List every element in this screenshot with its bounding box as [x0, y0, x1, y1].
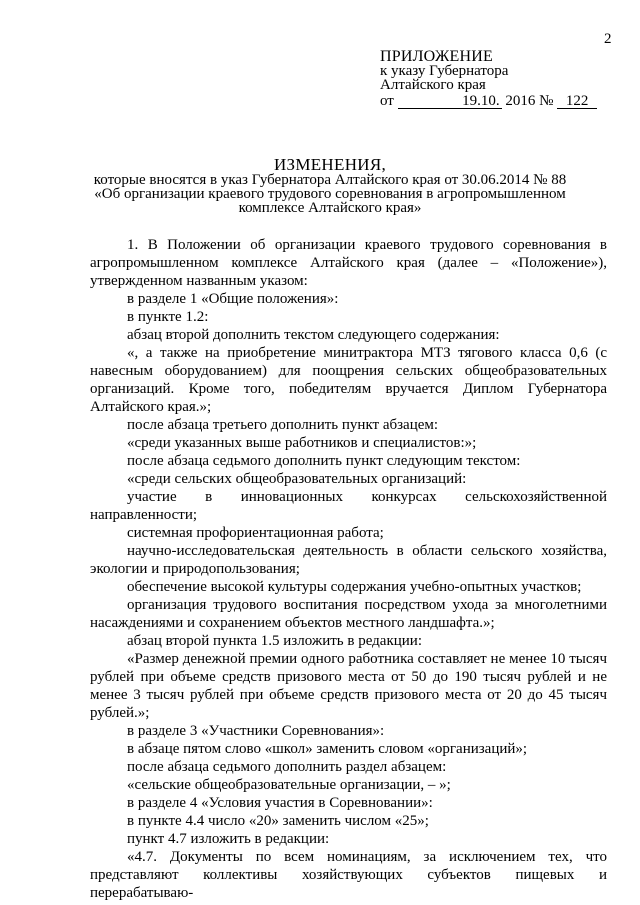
- approval-line-decree: к указу Губернатора: [380, 63, 509, 79]
- approval-stamp: [380, 50, 620, 109]
- heading-line: которые вносятся в указ Губернатора Алтайского края от 30.06.2014 № 88: [93, 172, 567, 188]
- paragraph: в разделе 3 «Участники Соревнования»:: [127, 723, 385, 739]
- heading-line: комплексе Алтайского края»: [238, 200, 422, 216]
- paragraph: в разделе 1 «Общие положения»:: [127, 291, 339, 307]
- approval-date: 19.10.: [398, 95, 502, 109]
- document-body: [90, 236, 607, 902]
- paragraph: научно-исследовательская деятельность в области сельского хозяйства, экологии и природопользования;: [90, 543, 607, 577]
- paragraph: после абзаца седьмого дополнить пункт следующим текстом:: [127, 453, 521, 469]
- document-heading: [80, 155, 580, 216]
- paragraph: организация трудового воспитания посредством ухода за многолетними насаждениями и сохранением объектов местного ландшафта.»;: [90, 597, 607, 631]
- paragraph: в разделе 4 «Условия участия в Соревновании»:: [127, 795, 433, 811]
- approval-title: ПРИЛОЖЕНИЕ: [380, 48, 494, 65]
- paragraph: обеспечение высокой культуры содержания учебно-опытных участков;: [127, 579, 582, 595]
- from-label: от: [380, 93, 394, 109]
- paragraph: пункт 4.7 изложить в редакции:: [127, 831, 330, 847]
- paragraph: «4.7. Документы по всем номинациям, за исключением тех, что представляют коллективы хозяйствующих субъектов пищевых и перерабатываю-: [90, 849, 607, 901]
- paragraph: в абзаце пятом слово «школ» заменить словом «организаций»;: [127, 741, 528, 757]
- paragraph: «, а также на приобретение минитрактора МТЗ тягового класса 0,6 (с навесным оборудованием) для поощрения сельских общеобразовательных организаций. Кроме того, победителям вручается Диплом Губернатора Алтайского края.»;: [90, 345, 607, 415]
- heading-title: ИЗМЕНЕНИЯ,: [273, 155, 387, 174]
- paragraph: после абзаца третьего дополнить пункт абзацем:: [127, 417, 439, 433]
- paragraph: «Размер денежной премии одного работника составляет не менее 10 тысяч рублей при объеме средств призового места от 50 до 190 тысяч рублей и не менее 3 тысяч рублей при объеме средств призового места от 20 до 45 тысяч рублей.»;: [90, 651, 607, 721]
- paragraph: 1. В Положении об организации краевого трудового соревнования в агропромышленном комплексе Алтайского края (далее – «Положение»), утвержденном названным указом:: [90, 237, 607, 289]
- paragraph: «среди сельских общеобразовательных организаций:: [127, 471, 467, 487]
- approval-line-region: Алтайского края: [380, 77, 486, 93]
- paragraph: в пункте 4.4 число «20» заменить числом «25»;: [127, 813, 429, 829]
- heading-line: «Об организации краевого трудового соревнования в агропромышленном: [94, 186, 566, 202]
- paragraph: «сельские общеобразовательные организации, – »;: [127, 777, 451, 793]
- paragraph: абзац второй пункта 1.5 изложить в редакции:: [127, 633, 423, 649]
- paragraph: «среди указанных выше работников и специалистов:»;: [127, 435, 477, 451]
- approval-date-line: [380, 94, 620, 109]
- paragraph: участие в инновационных конкурсах сельскохозяйственной направленности;: [90, 489, 607, 523]
- approval-year: 2016 №: [505, 93, 554, 109]
- paragraph: системная профориентационная работа;: [127, 525, 384, 541]
- page-number: 2: [604, 31, 612, 47]
- paragraph: в пункте 1.2:: [127, 309, 209, 325]
- paragraph: после абзаца седьмого дополнить раздел абзацем:: [127, 759, 447, 775]
- paragraph: абзац второй дополнить текстом следующего содержания:: [127, 327, 500, 343]
- approval-number: 122: [557, 95, 597, 109]
